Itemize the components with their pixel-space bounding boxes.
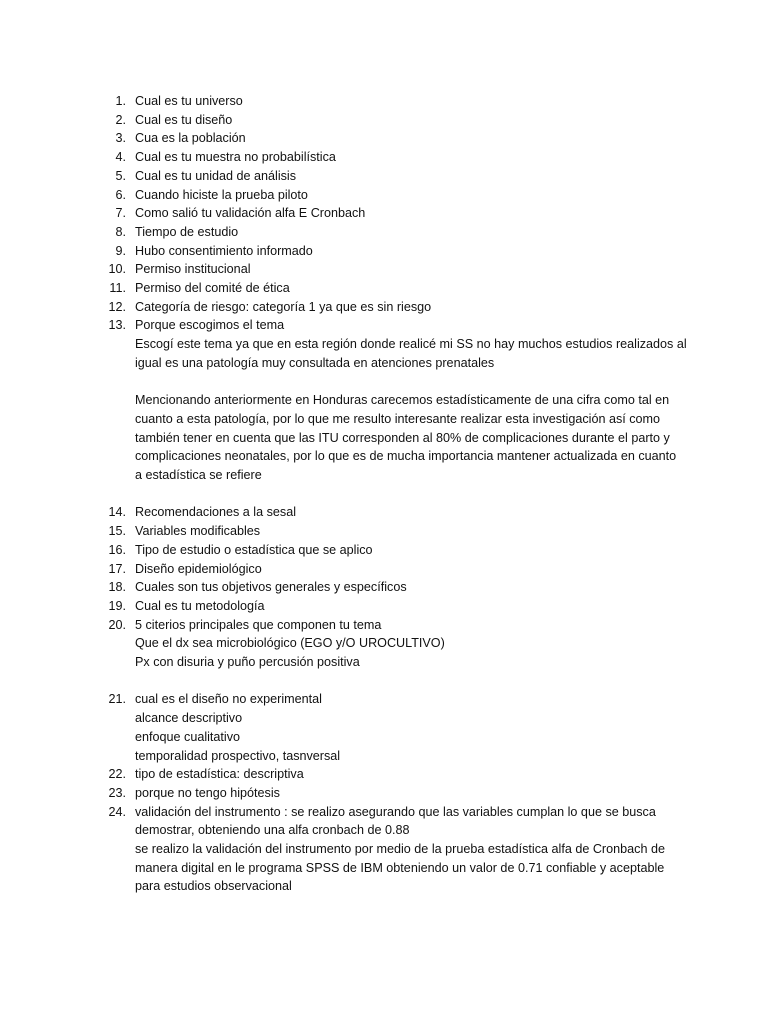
list-item-text: Cual es tu metodología [135,598,265,613]
list-item-number: 8. [115,224,126,239]
list-item-continuation: se realizo la validación del instrumento por medio de la prueba estadística alfa de Cronbach de [135,842,665,857]
list-item-number: 1. [115,94,126,108]
list-item [0,616,768,691]
list-item-number: 21. [108,692,126,707]
list-item-text: Cual es tu unidad de análisis [135,168,297,183]
list-item [0,765,768,784]
list-item-number: 17. [108,561,126,576]
list-item-number: 10. [108,262,126,277]
list-item-continuation: demostrar, obteniendo una alfa cronbach de 0.88 [135,823,410,838]
list-item-number: 23. [108,785,126,800]
list-item-number: 20. [108,617,126,632]
list-item-continuation: Escogí este tema ya que en esta región donde realicé mi SS no hay muchos estudios realizados al [135,337,687,352]
list-item-continuation: Que el dx sea microbiológico (EGO y/O UROCULTIVO) [135,636,445,651]
list-item [0,560,768,579]
list-item [0,260,768,279]
blank-line [135,672,768,691]
list-item [0,578,768,597]
list-item-text: Permiso institucional [135,262,251,277]
list-item-text: Recomendaciones a la sesal [135,505,297,520]
list-item [0,541,768,560]
list-item-text: Porque escogimos el tema [135,318,285,333]
list-item-number: 4. [115,150,126,165]
list-item-number: 14. [108,505,126,520]
blank-line [135,373,768,392]
list-item [0,242,768,261]
list-item-text: Tipo de estudio o estadística que se aplico [135,542,373,557]
list-item-text: Variables modificables [135,524,261,539]
list-item-number: 3. [115,131,126,146]
list-item-continuation: manera digital en le programa SPSS de IBM obteniendo un valor de 0.71 confiable y aceptable [135,860,665,875]
list-item-continuation: alcance descriptivo [135,711,243,726]
list-item-number: 7. [115,206,126,221]
list-item-text: Hubo consentimiento informado [135,243,313,258]
list-item-text: tipo de estadística: descriptiva [135,767,304,782]
list-item-continuation: a estadística se refiere [135,468,262,483]
list-item-text: Cual es tu universo [135,94,243,108]
list-item-text: Diseño epidemiológico [135,561,262,576]
list-item-continuation: temporalidad prospectivo, tasnversal [135,748,341,763]
list-item-text: 5 citerios principales que componen tu tema [135,617,382,632]
list-item [0,111,768,130]
question-list [0,92,768,896]
list-item-text: validación del instrumento : se realizo asegurando que las variables cumplan lo que se busca [135,804,656,819]
list-item-number: 5. [115,168,126,183]
list-item-number: 9. [115,243,126,258]
list-item-continuation: igual es una patología muy consultada en atenciones prenatales [135,355,495,370]
list-item [0,279,768,298]
list-item [0,503,768,522]
list-item-number: 2. [115,112,126,127]
list-item-text: cual es el diseño no experimental [135,692,322,707]
list-item-number: 13. [108,318,126,333]
list-item-continuation: también tener en cuenta que las ITU corresponden al 80% de complicaciones durante el parto y [135,430,670,445]
list-item [0,148,768,167]
list-item-text: Como salió tu validación alfa E Cronbach [135,206,366,221]
list-item [0,522,768,541]
list-item-number: 16. [108,542,126,557]
list-item-text: Cuando hiciste la prueba piloto [135,187,308,202]
list-item-text: Cual es tu diseño [135,112,233,127]
list-item [0,597,768,616]
list-item-continuation: para estudios observacional [135,879,292,894]
list-item-text: porque no tengo hipótesis [135,785,280,800]
list-item-continuation: Mencionando anteriormente en Honduras carecemos estadísticamente de una cifra como tal en [135,393,670,408]
list-item-number: 22. [108,767,126,782]
list-item [0,186,768,205]
list-item [0,167,768,186]
list-item-continuation: complicaciones neonatales, por lo que es de mucha importancia mantener actualizada en cuanto [135,449,677,464]
list-item [0,129,768,148]
list-item-text: Categoría de riesgo: categoría 1 ya que es sin riesgo [135,299,432,314]
list-item-number: 12. [108,299,126,314]
list-item-number: 19. [108,598,126,613]
list-item-text: Cua es la población [135,131,246,146]
list-item-continuation: cuanto a esta patología, por lo que me resulto interesante realizar esta investigación así como [135,411,661,426]
list-item [0,298,768,317]
list-item-text: Tiempo de estudio [135,224,239,239]
list-item [0,92,768,111]
list-item-continuation: Px con disuria y puño percusión positiva [135,655,360,670]
list-item-number: 24. [108,804,126,819]
list-item-text: Cuales son tus objetivos generales y específicos [135,580,407,595]
list-item [0,223,768,242]
list-item [0,316,768,503]
list-item-number: 15. [108,524,126,539]
list-item-number: 6. [115,187,126,202]
list-item [0,204,768,223]
list-item-text: Cual es tu muestra no probabilística [135,150,336,165]
list-item [0,803,768,897]
list-item [0,784,768,803]
blank-line [135,485,768,504]
list-item [0,690,768,765]
list-item-text: Permiso del comité de ética [135,281,290,296]
list-item-continuation: enfoque cualitativo [135,729,241,744]
list-item-number: 18. [108,580,126,595]
list-item-number: 11. [109,281,126,296]
